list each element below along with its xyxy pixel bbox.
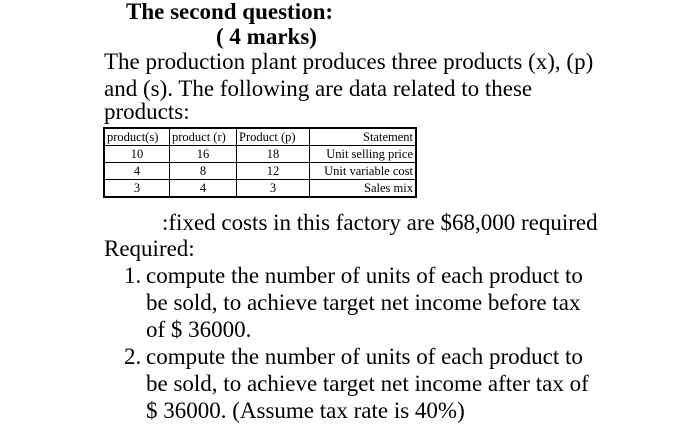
table-cell: 4 [104,163,170,180]
list-item [104,343,589,424]
column-header-product-r: product (r) [170,128,237,146]
table-cell: Unit variable cost [310,163,417,180]
table-cell: Sales mix [310,180,417,198]
intro-line-2: and (s). The following are data related to these [104,76,533,101]
fixed-costs-text: :fixed costs in this factory are $68,000 required [162,210,598,235]
column-header-product-p: Product (p) [237,128,310,146]
column-header-statement: Statement [310,128,417,146]
question-line: compute the number of units of each product to [146,263,583,288]
question-heading: The second question: [126,0,334,24]
question-line: be sold, to achieve target net income after tax of [146,371,589,396]
column-header-product-s: product(s) [104,128,170,146]
table-cell: 8 [170,163,237,180]
table-cell: 3 [104,180,170,198]
list-item [104,262,589,343]
required-label: Required: [104,236,195,261]
question-line: $ 36000. (Assume tax rate is 40%) [146,398,465,423]
questions-list [104,262,589,424]
question-line: be sold, to achieve target net income before tax [146,290,581,315]
table-row [104,180,416,198]
table-cell: 12 [237,163,310,180]
list-item-number: 2. [124,344,142,369]
table-cell: 18 [237,146,310,163]
table-header-row [104,128,416,146]
table-row [104,146,416,163]
table-cell: Unit selling price [310,146,417,163]
question-line: compute the number of units of each product to [146,344,583,369]
question-line: of $ 36000. [146,317,252,342]
intro-line-1: The production plant produces three products (x), (p) [104,49,594,74]
list-item-number: 1. [124,263,142,288]
intro-line-3: products: [104,99,190,124]
table-cell: 3 [237,180,310,198]
table-cell: 10 [104,146,170,163]
table-cell: 16 [170,146,237,163]
table-row [104,163,416,180]
marks-label: ( 4 marks) [216,24,317,49]
table-cell: 4 [170,180,237,198]
product-data-table [103,127,417,198]
